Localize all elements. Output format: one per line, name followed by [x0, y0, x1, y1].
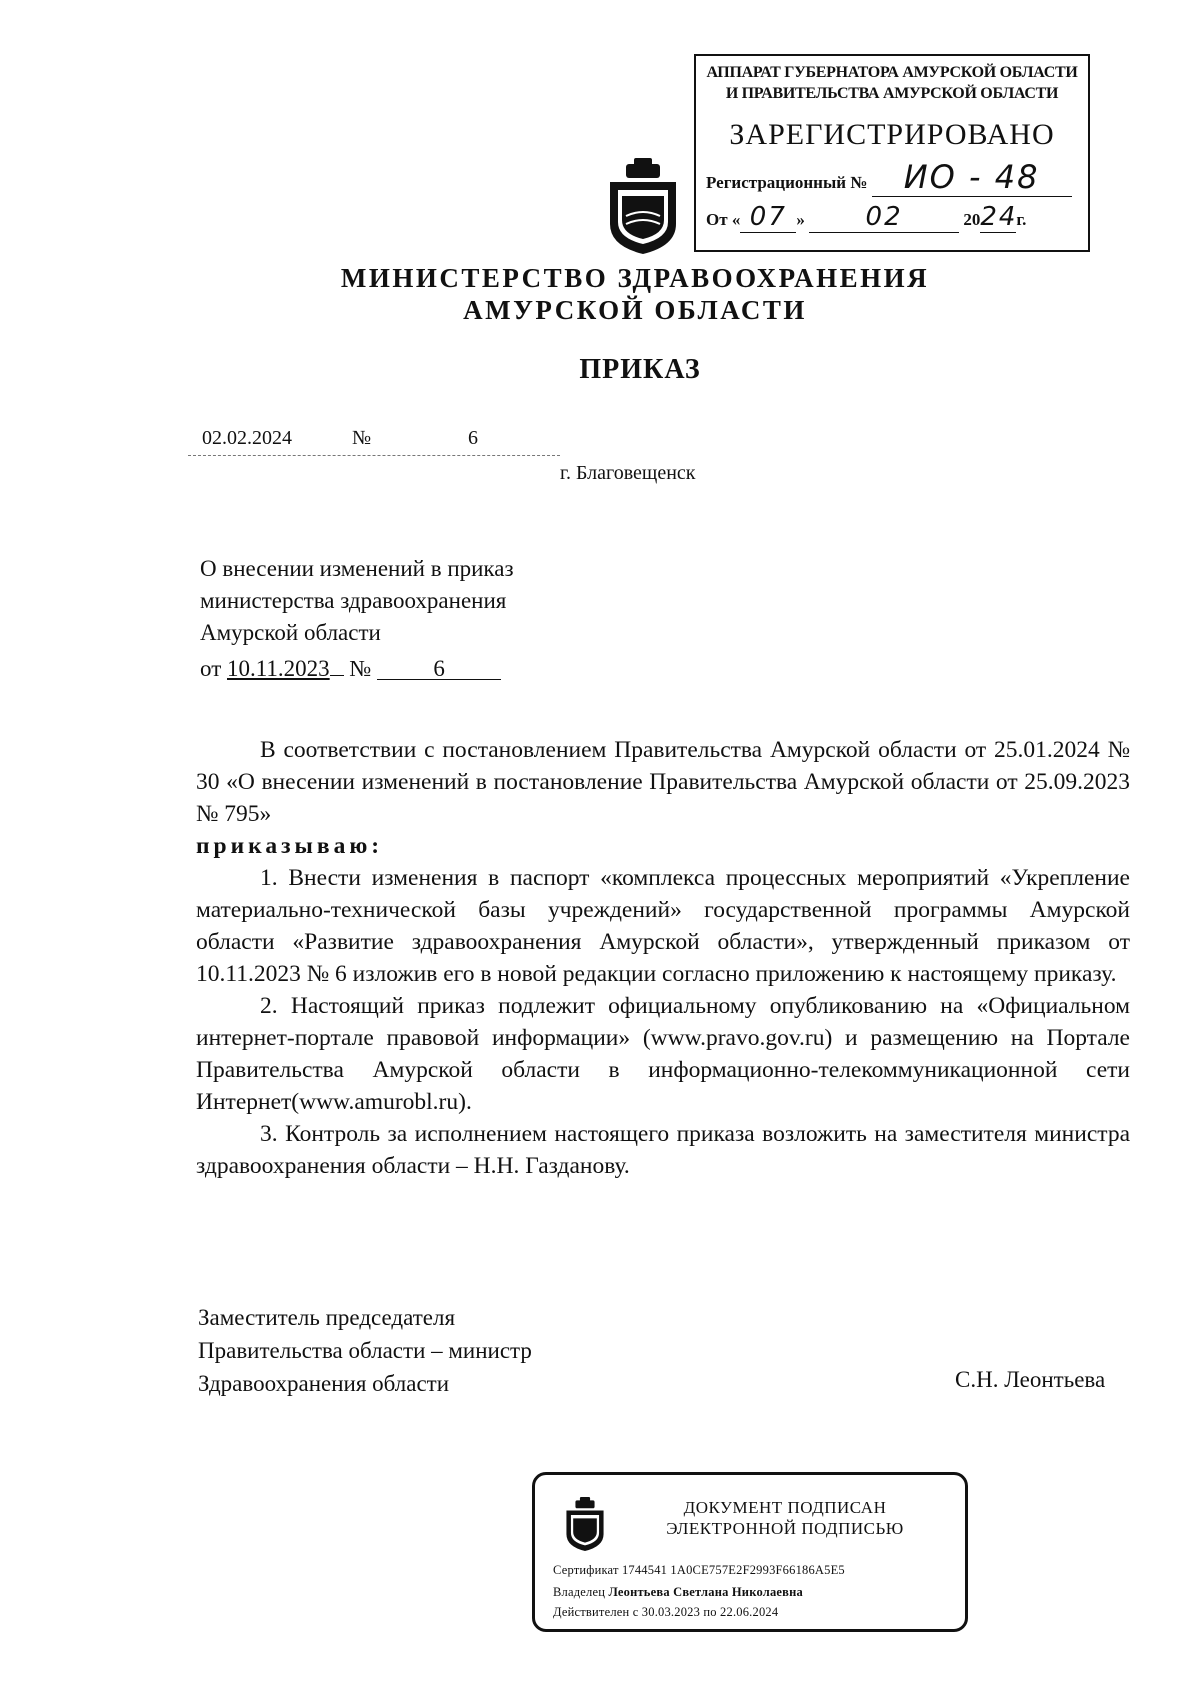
esig-title	[655, 1497, 915, 1539]
electronic-signature-stamp	[532, 1472, 968, 1632]
registration-year-prefix: 20	[963, 210, 981, 229]
registration-close-quote: »	[796, 210, 805, 229]
esig-title-line2: ЭЛЕКТРОННОЙ ПОДПИСЬЮ	[666, 1519, 904, 1538]
registration-year: 24	[980, 202, 1018, 232]
document-number-label: №	[352, 427, 372, 449]
registration-stamp	[694, 54, 1090, 252]
signer-name: С.Н. Леонтьева	[955, 1367, 1106, 1392]
registration-number: ИО - 48	[872, 158, 1072, 197]
subject-number-label: №	[349, 656, 372, 681]
registration-month: 02	[809, 202, 959, 233]
signer-position	[198, 1301, 532, 1400]
body-item-2: 2. Настоящий приказ подлежит официальному опубликованию на «Официальном интернет-портале правовой информации» (www.pravo.gov.ru) и размещению на Портале Правительства Амурской области в информационно-телекоммуникационной сети Интернет(www.amurobl.ru).	[196, 993, 1130, 1115]
document-city: г. Благовещенск	[560, 462, 696, 484]
document-type: ПРИКАЗ	[579, 354, 701, 385]
esig-owner-label: Владелец	[553, 1585, 606, 1599]
signer-position-line3: Здравоохранения области	[198, 1371, 450, 1396]
subject-line4	[200, 649, 800, 685]
subject-from-prefix: от	[200, 656, 222, 681]
registration-date-row	[706, 202, 1080, 233]
registration-from-label: От «	[706, 210, 741, 229]
body-order-word: приказываю:	[196, 833, 384, 859]
coat-of-arms-icon	[563, 1497, 607, 1551]
registration-stamp-org	[696, 62, 1088, 104]
body-intro: В соответствии с постановлением Правительства Амурской области от 25.01.2024 № 30 «О внесении изменений в постановление Правительства Амурской области от 25.09.2023 № 795»	[196, 737, 1130, 827]
registration-year-label: г.	[1016, 210, 1027, 229]
registration-number-row	[706, 158, 1080, 197]
document-date: 02.02.2024	[202, 427, 292, 449]
subject-line3: Амурской области	[200, 620, 381, 645]
registration-org-line2: И ПРАВИТЕЛЬСТВА АМУРСКОЙ ОБЛАСТИ	[725, 85, 1059, 102]
body-item-3: 3. Контроль за исполнением настоящего приказа возложить на заместителя министра здравоохранения области – Н.Н. Газданову.	[196, 1121, 1130, 1179]
ministry-line1: МИНИСТЕРСТВО ЗДРАВООХРАНЕНИЯ	[340, 263, 930, 293]
signer-position-line2: Правительства области – министр	[198, 1338, 532, 1363]
registration-number-label: Регистрационный №	[706, 173, 868, 192]
ministry-line2: АМУРСКОЙ ОБЛАСТИ	[463, 295, 807, 325]
registration-org-line1: АППАРАТ ГУБЕРНАТОРА АМУРСКОЙ ОБЛАСТИ	[706, 64, 1078, 81]
subject-line2: министерства здравоохранения	[200, 588, 507, 613]
subject-line1: О внесении изменений в приказ	[200, 556, 514, 581]
document-subject	[200, 553, 800, 685]
registration-day: 07	[740, 202, 796, 233]
document-number: 6	[468, 427, 478, 449]
esig-certificate: Сертификат 1744541 1A0CE757E2F2993F66186A5E5	[553, 1563, 845, 1577]
esig-owner-row	[553, 1585, 803, 1600]
esig-valid: Действителен с 30.03.2023 по 22.06.2024	[553, 1605, 779, 1619]
signer-position-line1: Заместитель председателя	[198, 1305, 456, 1330]
subject-number: 6	[377, 653, 501, 680]
subject-from-date: 10.11.2023	[227, 656, 330, 681]
registration-stamp-title: ЗАРЕГИСТРИРОВАНО	[729, 118, 1055, 151]
coat-of-arms-icon	[604, 158, 682, 254]
esig-owner: Леонтьева Светлана Николаевна	[608, 1585, 803, 1599]
body-item-1: 1. Внести изменения в паспорт «комплекса процессных мероприятий «Укрепление материально-технической базы учреждений» государственной программы Амурской области «Развитие здравоохранения Амурской области», утвержденный приказом от 10.11.2023 № 6 изложив его в новой редакции согласно приложению к настоящему приказу.	[196, 865, 1130, 987]
date-number-line	[188, 425, 560, 456]
ministry-name	[0, 262, 1200, 326]
esig-title-line1: ДОКУМЕНТ ПОДПИСАН	[683, 1498, 887, 1517]
document-body	[196, 734, 1130, 1182]
